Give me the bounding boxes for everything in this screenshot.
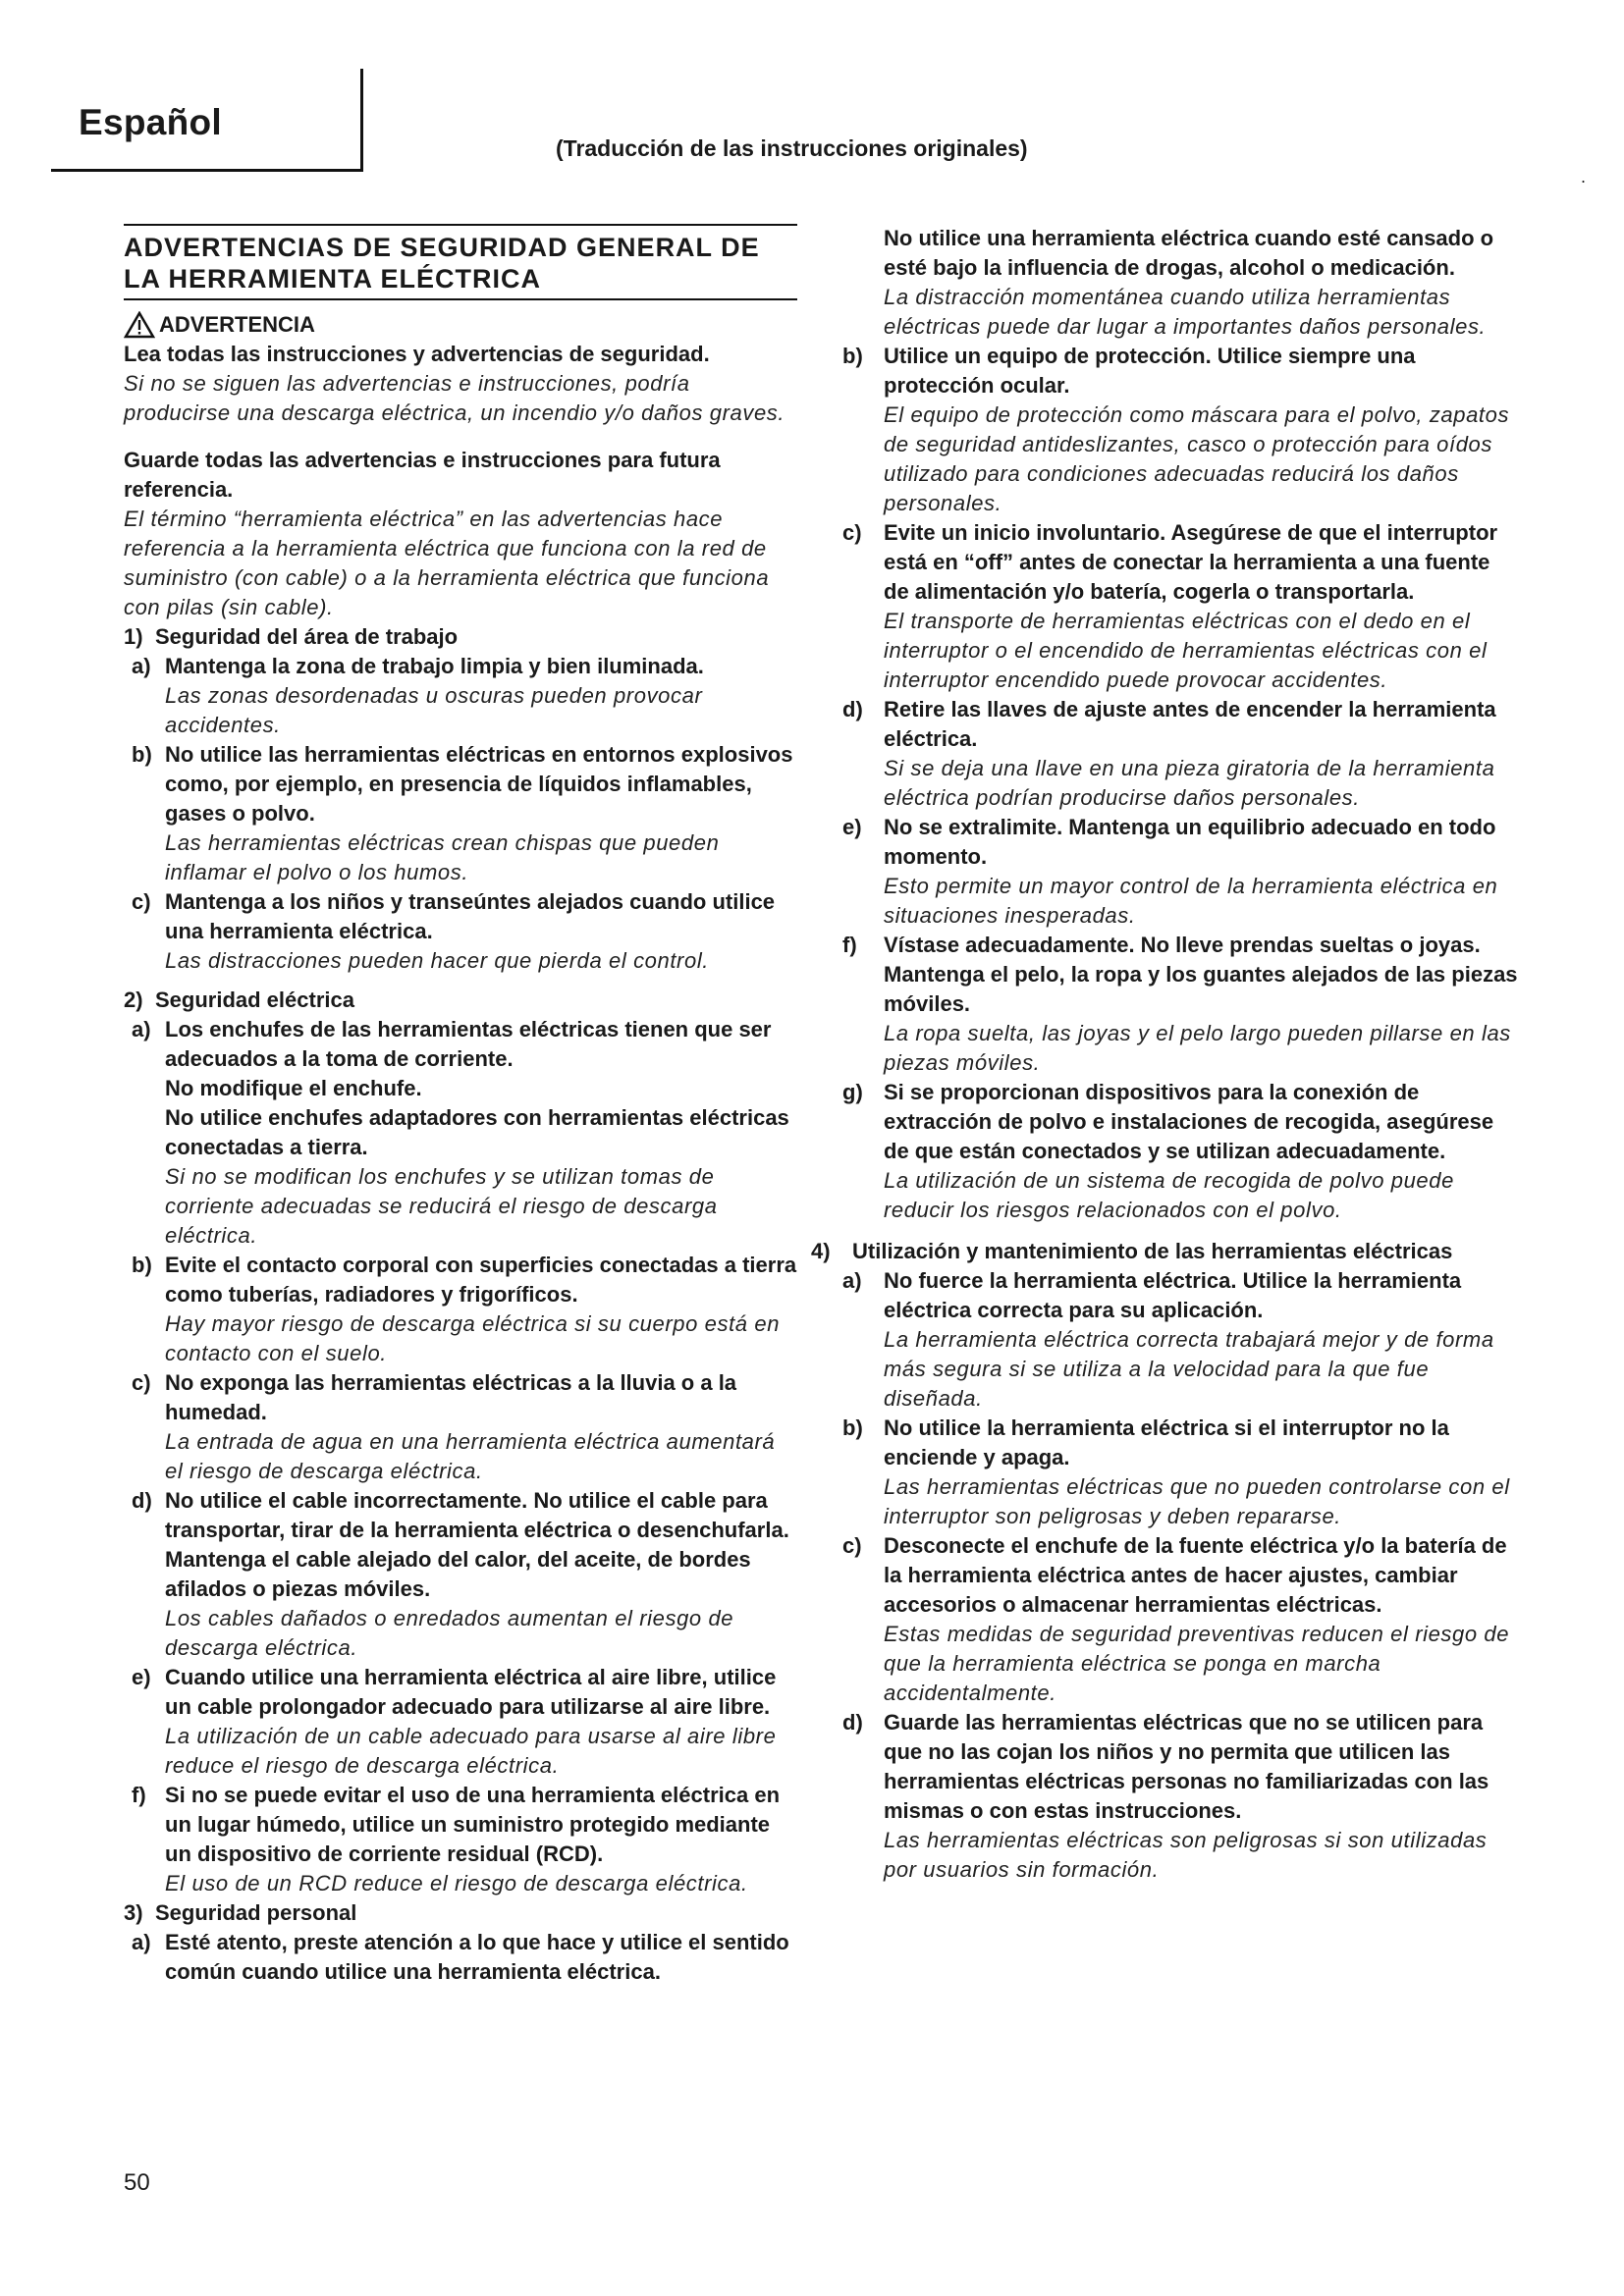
list-item: b) Utilice un equipo de protección. Utilice siempre una protección ocular. El equipo de protección como máscara para el polvo, zapatos de seguridad antideslizantes, casco o protección para oídos utilizado para condiciones adecuadas reducirá los daños personales. — [842, 344, 1510, 515]
warning-heading — [124, 310, 797, 340]
language-label: Español — [79, 102, 223, 142]
page-dot: . — [1581, 167, 1587, 187]
list-item: g) Si se proporcionan dispositivos para la conexión de extracción de polvo e instalaciones de recogida, asegúrese de que están conectados y se utilizan adecuadamente. La utilización de un sistema de recogida de polvo puede reducir los riesgos relacionados con el polvo. — [842, 1080, 1494, 1222]
page-number: 50 — [124, 2169, 150, 2196]
section-title: ADVERTENCIAS DE SEGURIDAD GENERAL DE LA HERRAMIENTA ELÉCTRICA — [124, 224, 797, 300]
list-item: e) Cuando utilice una herramienta eléctrica al aire libre, utilice un cable prolongador adecuado para utilizarse al aire libre. La utilización de un cable adecuado para usarse al aire libre reduce el riesgo de descarga eléctrica. — [132, 1665, 777, 1778]
list-item: a) Los enchufes de las herramientas eléctricas tienen que ser adecuados a la toma de corriente. No modifique el enchufe. No utilice enchufes adaptadores con herramientas eléctricas conectadas a tierra. Si no se modifican los enchufes y se utilizan tomas de corriente adecuadas se reducirá el riesgo de descarga eléctrica. — [132, 1017, 789, 1248]
right-column — [811, 224, 1520, 1885]
list-item: d) Retire las llaves de ajuste antes de encender la herramienta eléctrica. Si se deja una llave en una pieza giratoria de la herramienta eléctrica podrían producirse daños personales. — [842, 697, 1496, 810]
intro-italic: Si no se siguen las advertencias e instrucciones, podría producirse una descarga eléctrica, un incendio y/o daños graves. — [124, 371, 785, 425]
list-item: c) No exponga las herramientas eléctricas a la lluvia o a la humedad. La entrada de agua en una herramienta eléctrica aumentará el riesgo de descarga eléctrica. — [132, 1370, 776, 1483]
list-item: d) No utilice el cable incorrectamente. No utilice el cable para transportar, tirar de la herramienta eléctrica o desenchufarla. Mantenga el cable alejado del calor, del aceite, de bordes afilados o piezas móviles. Los cables dañados o enredados aumentan el riesgo de descarga eléctrica. — [132, 1488, 789, 1660]
list-item: No utilice una herramienta eléctrica cuando esté cansado o esté bajo la influencia de drogas, alcohol o medicación. La distracción momentánea cuando utiliza herramientas eléctricas puede dar lugar a importantes daños personales. — [884, 226, 1494, 339]
left-column — [124, 224, 797, 1987]
save-italic: El término “herramienta eléctrica” en las advertencias hace referencia a la herramienta eléctrica que funciona con la red de suministro (con cable) o a la herramienta eléctrica que funciona con pilas (sin cable). — [124, 507, 770, 619]
save-bold: Guarde todas las advertencias e instrucciones para futura referencia. — [124, 448, 721, 502]
warning-label: ADVERTENCIA — [159, 312, 315, 337]
list-item: a) Esté atento, preste atención a lo que hace y utilice el sentido común cuando utilice una herramienta eléctrica. — [132, 1930, 789, 1984]
list-item: d) Guarde las herramientas eléctricas que no se utilicen para que no las cojan los niños y no permita que utilicen las herramientas eléctricas personas no familiarizadas con las mismas o con estas instrucciones. Las herramientas eléctricas son peligrosas si son utilizadas por usuarios sin formación. — [842, 1710, 1489, 1882]
section-1-heading: 1) Seguridad del área de trabajo — [124, 624, 459, 649]
list-item: c) Mantenga a los niños y transeúntes alejados cuando utilice una herramienta eléctrica. Las distracciones pueden hacer que pierda el control. — [132, 889, 776, 973]
section-2-heading: 2) Seguridad eléctrica — [124, 988, 354, 1012]
list-item: b) Evite el contacto corporal con superficies conectadas a tierra como tuberías, radiadores y frigoríficos. Hay mayor riesgo de descarga eléctrica si su cuerpo está en contacto con el suelo. — [132, 1253, 797, 1365]
list-item: f) Si no se puede evitar el uso de una herramienta eléctrica en un lugar húmedo, utilice un suministro protegido mediante un dispositivo de corriente residual (RCD). El uso de un RCD reduce el riesgo de descarga eléctrica. — [132, 1783, 781, 1896]
list-item: f) Vístase adecuadamente. No lleve prendas sueltas o joyas. Mantenga el pelo, la ropa y los guantes alejados de las piezas móviles. La ropa suelta, las joyas y el pelo largo pueden pillarse en las piezas móviles. — [842, 933, 1518, 1075]
intro-bold: Lea todas las instrucciones y advertencias de seguridad. — [124, 342, 710, 366]
list-item: b) No utilice las herramientas eléctricas en entornos explosivos como, por ejemplo, en presencia de líquidos inflamables, gases o polvo. Las herramientas eléctricas crean chispas que pueden inflamar el polvo o los humos. — [132, 742, 793, 884]
page-subtitle: (Traducción de las instrucciones originales) — [556, 135, 1028, 161]
list-item: e) No se extralimite. Mantenga un equilibrio adecuado en todo momento. Esto permite un mayor control de la herramienta eléctrica en situaciones inesperadas. — [842, 815, 1498, 928]
list-item: a) Mantenga la zona de trabajo limpia y bien iluminada. Las zonas desordenadas u oscuras pueden provocar accidentes. — [132, 654, 704, 737]
list-item: c) Evite un inicio involuntario. Asegúrese de que el interruptor está en “off” antes de conectar la herramienta a una fuente de alimentación y/o batería, cogerla o transportarla. El transporte de herramientas eléctricas con el dedo en el interruptor o el encendido de herramientas eléctricas con el interruptor encendido puede provocar accidentes. — [842, 520, 1498, 692]
list-item: a) No fuerce la herramienta eléctrica. Utilice la herramienta eléctrica correcta para su aplicación. La herramienta eléctrica correcta trabajará mejor y de forma más segura si se utiliza a la velocidad para la que fue diseñada. — [842, 1268, 1494, 1411]
section-3-heading: 3) Seguridad personal — [124, 1900, 357, 1925]
section-4-heading: 4) Utilización y mantenimiento de las herramientas eléctricas — [811, 1239, 1453, 1263]
list-item: c) Desconecte el enchufe de la fuente eléctrica y/o la batería de la herramienta eléctrica antes de hacer ajustes, cambiar accesorios o almacenar herramientas eléctricas. Estas medidas de seguridad preventivas reducen el riesgo de que la herramienta eléctrica se ponga en marcha accidentalmente. — [842, 1533, 1510, 1705]
warning-triangle-icon — [124, 311, 155, 339]
list-item: b) No utilice la herramienta eléctrica si el interruptor no la enciende y apaga. Las herramientas eléctricas que no pueden controlarse con el interruptor son peligrosas y deben repararse. — [842, 1415, 1510, 1528]
